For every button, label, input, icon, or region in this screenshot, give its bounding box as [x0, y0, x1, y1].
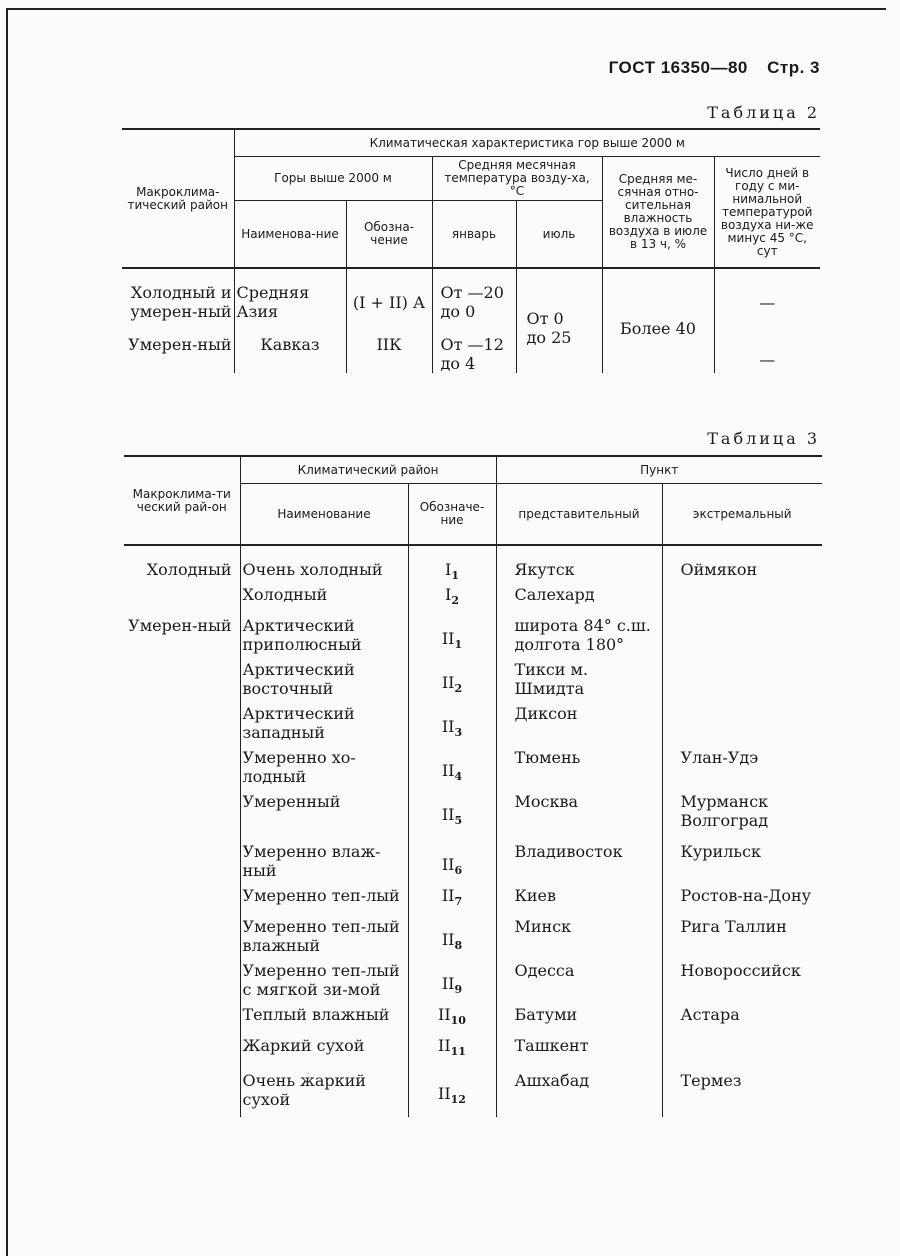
t3-cell-name: Очень жаркий сухой: [240, 1061, 408, 1109]
table-row: [124, 786, 822, 830]
page-border-left: [6, 8, 8, 1256]
t3-code-main: II: [441, 886, 455, 905]
t3-code-main: II: [441, 629, 455, 648]
t3-head-ext: экстремальный: [662, 484, 822, 546]
t3-code-sub: 3: [454, 726, 463, 739]
t3-cell-code: [408, 1061, 496, 1109]
t2-jul-to: до 25: [526, 328, 572, 347]
t3-code-main: II: [438, 1084, 451, 1103]
t2-cell-jan: [432, 321, 516, 373]
table-row: [124, 698, 822, 742]
t3-cell-region: [124, 955, 240, 999]
t3-code-main: II: [441, 805, 455, 824]
table2-caption: Таблица 2: [707, 103, 820, 122]
t3-cell-ext: Термез: [662, 1061, 822, 1109]
t3-code-main: I: [445, 585, 452, 604]
table-row: [124, 654, 822, 698]
t3-cell-rep: Ашхабад: [496, 1061, 662, 1109]
t3-code-main: II: [438, 1036, 451, 1055]
t3-cell-ext: [662, 1030, 822, 1061]
t3-code-sub: 2: [451, 594, 459, 607]
page-header: [609, 58, 820, 78]
t3-cell-rep: широта 84° с.ш. долгота 180°: [496, 610, 662, 654]
t3-code-sub: 6: [454, 864, 463, 877]
t3-cell-region: [124, 999, 240, 1030]
t3-cell-rep: Владивосток: [496, 830, 662, 880]
table-row: [124, 830, 822, 880]
t3-code-main: II: [441, 930, 455, 949]
t3-cell-code: [408, 742, 496, 786]
t3-cell-region: [124, 830, 240, 880]
t3-cell-code: [408, 786, 496, 830]
t2-row: [122, 321, 820, 373]
t2-head-region: Макроклима-тический район: [122, 129, 234, 268]
t3-code-sub: 8: [454, 939, 463, 952]
t3-cell-rep: Киев: [496, 880, 662, 911]
t3-cell-ext: [662, 585, 822, 610]
t3-code-main: II: [441, 717, 455, 736]
t2-head-code: Обозна-чение: [346, 201, 432, 269]
standard-number: ГОСТ 16350—80: [608, 58, 748, 77]
t3-code-main: II: [441, 673, 455, 692]
t3-cell-ext: Мурманск Волгоград: [662, 786, 822, 830]
table-row: [124, 880, 822, 911]
t3-cell-code: [408, 610, 496, 654]
t2-head-days: Число дней в году с ми-нимальной температурой воздуха ни-же минус 45 °С, сут: [714, 157, 820, 269]
t2-cell-region: Умерен-ный: [128, 335, 232, 354]
t3-head-climate: Климатический район: [240, 456, 496, 484]
t2-cell-jan: [432, 283, 516, 321]
t3-cell-rep: Минск: [496, 911, 662, 955]
table-row: [124, 742, 822, 786]
t3-cell-code: [408, 1030, 496, 1061]
t3-code-sub: 7: [454, 895, 463, 908]
table-row: [124, 560, 822, 585]
t2-jul-from: От 0: [526, 309, 564, 328]
t3-cell-name: Арктический западный: [240, 698, 408, 742]
t3-cell-rep: Якутск: [496, 560, 662, 585]
t3-cell-code: [408, 585, 496, 610]
t3-cell-region: [124, 1061, 240, 1109]
t3-cell-name: Умеренно хо-лодный: [240, 742, 408, 786]
t3-cell-ext: Улан-Удэ: [662, 742, 822, 786]
t3-cell-ext: Рига Таллин: [662, 911, 822, 955]
t3-body: [124, 545, 822, 1117]
t2-cell-jul: [516, 283, 602, 373]
table-row: [124, 610, 822, 654]
t3-cell-code: [408, 880, 496, 911]
t3-cell-code: [408, 560, 496, 585]
t3-cell-code: [408, 698, 496, 742]
t3-cell-rep: Тикси м. Шмидта: [496, 654, 662, 698]
t3-code-sub: 1: [451, 569, 459, 582]
t2-head-name: Наименова-ние: [234, 201, 346, 269]
t3-cell-rep: Москва: [496, 786, 662, 830]
page-border-top: [6, 8, 886, 10]
t3-cell-ext: [662, 610, 822, 654]
t3-cell-region: [124, 585, 240, 610]
t3-cell-name: Холодный: [240, 585, 408, 610]
t3-cell-name: Умеренно теп-лый влажный: [240, 911, 408, 955]
t3-cell-code: [408, 911, 496, 955]
t3-cell-rep: Батуми: [496, 999, 662, 1030]
t3-cell-region: [124, 1030, 240, 1061]
t2-cell-code: IIК: [346, 321, 432, 373]
t3-cell-rep: Ташкент: [496, 1030, 662, 1061]
t3-cell-code: [408, 830, 496, 880]
t3-cell-region: [124, 880, 240, 911]
t3-cell-rep: Салехард: [496, 585, 662, 610]
table-row: [124, 1061, 822, 1109]
page-number: Стр. 3: [767, 58, 820, 77]
table-row: [124, 955, 822, 999]
t3-cell-ext: Оймякон: [662, 560, 822, 585]
t2-cell-code: (I + II) А: [346, 283, 432, 321]
t3-code-sub: 9: [454, 983, 463, 996]
table3: [124, 455, 822, 1117]
t3-cell-code: [408, 999, 496, 1030]
t3-cell-name: Умеренно теп-лый: [240, 880, 408, 911]
t3-code-main: I: [445, 560, 452, 579]
table-row: [124, 1030, 822, 1061]
t2-head-mountains: Горы выше 2000 м: [234, 157, 432, 201]
t3-code-main: II: [438, 1005, 451, 1024]
t3-cell-region: [124, 698, 240, 742]
t3-cell-region: [124, 786, 240, 830]
t2-jan-to: до 4: [440, 354, 476, 373]
t2-head-temp: Средняя месячная температура возду-ха, °С: [432, 157, 602, 201]
t2-row: [122, 283, 820, 321]
t2-cell-name: Кавказ: [234, 321, 346, 373]
t2-jan-to: до 0: [440, 302, 476, 321]
t3-head-name: Наименование: [240, 484, 408, 546]
t3-code-sub: 2: [454, 682, 463, 695]
t3-cell-ext: Астара: [662, 999, 822, 1030]
t2-cell-region: Холодный и умерен-ный: [130, 283, 232, 321]
t3-cell-name: Арктический приполюсный: [240, 610, 408, 654]
t3-cell-region: [124, 911, 240, 955]
t3-cell-name: Очень холодный: [240, 560, 408, 585]
t3-cell-rep: Одесса: [496, 955, 662, 999]
t3-cell-name: Жаркий сухой: [240, 1030, 408, 1061]
t2-cell-humidity: Более 40: [602, 283, 714, 373]
table2: [122, 128, 820, 373]
t3-cell-name: Умеренно теп-лый с мягкой зи-мой: [240, 955, 408, 999]
t2-jan-from: От —12: [440, 335, 504, 354]
t3-head-rep: представительный: [496, 484, 662, 546]
t3-cell-ext: Курильск: [662, 830, 822, 880]
t3-code-sub: 5: [454, 814, 463, 827]
t3-code-sub: 10: [450, 1014, 466, 1027]
t2-cell-days: —: [714, 321, 820, 373]
t3-code-main: II: [441, 855, 455, 874]
table3-caption: Таблица 3: [707, 429, 820, 448]
t3-cell-code: [408, 955, 496, 999]
t2-cell-days: —: [714, 283, 820, 321]
table-row: [124, 911, 822, 955]
t3-cell-rep: Тюмень: [496, 742, 662, 786]
table-row: [124, 585, 822, 610]
t2-cell-name: Средняя Азия: [234, 283, 346, 321]
table-row: [124, 999, 822, 1030]
t3-cell-ext: [662, 698, 822, 742]
t3-code-sub: 4: [454, 770, 463, 783]
t3-cell-name: Арктический восточный: [240, 654, 408, 698]
t2-head-humidity: Средняя ме-сячная отно-сительная влажность воздуха в июле в 13 ч, %: [602, 157, 714, 269]
t2-head-group-main: Климатическая характеристика гор выше 2000 м: [234, 129, 820, 157]
t3-cell-name: Умеренно влаж-ный: [240, 830, 408, 880]
t3-cell-region: Умерен-ный: [128, 616, 232, 635]
t3-cell-region: Холодный: [146, 560, 232, 579]
t3-code-sub: 1: [454, 638, 463, 651]
t3-code-sub: 12: [450, 1093, 466, 1106]
t3-cell-region: [124, 654, 240, 698]
t3-code-main: II: [441, 761, 455, 780]
t3-cell-ext: Новороссийск: [662, 955, 822, 999]
t3-cell-region: [124, 742, 240, 786]
t3-head-point: Пункт: [496, 456, 822, 484]
t3-code-main: II: [441, 974, 455, 993]
t3-cell-ext: [662, 654, 822, 698]
t3-cell-name: Умеренный: [240, 786, 408, 830]
t3-head-region: Макроклима-ти ческий рай-он: [124, 456, 240, 545]
t3-cell-rep: Диксон: [496, 698, 662, 742]
t3-cell-ext: Ростов-на-Дону: [662, 880, 822, 911]
t3-cell-code: [408, 654, 496, 698]
t2-head-jan: январь: [432, 201, 516, 269]
t3-cell-name: Теплый влажный: [240, 999, 408, 1030]
t2-jan-from: От —20: [440, 283, 504, 302]
t3-code-sub: 11: [450, 1045, 466, 1058]
t2-head-jul: июль: [516, 201, 602, 269]
t3-head-code: Обозначе-ние: [408, 484, 496, 546]
